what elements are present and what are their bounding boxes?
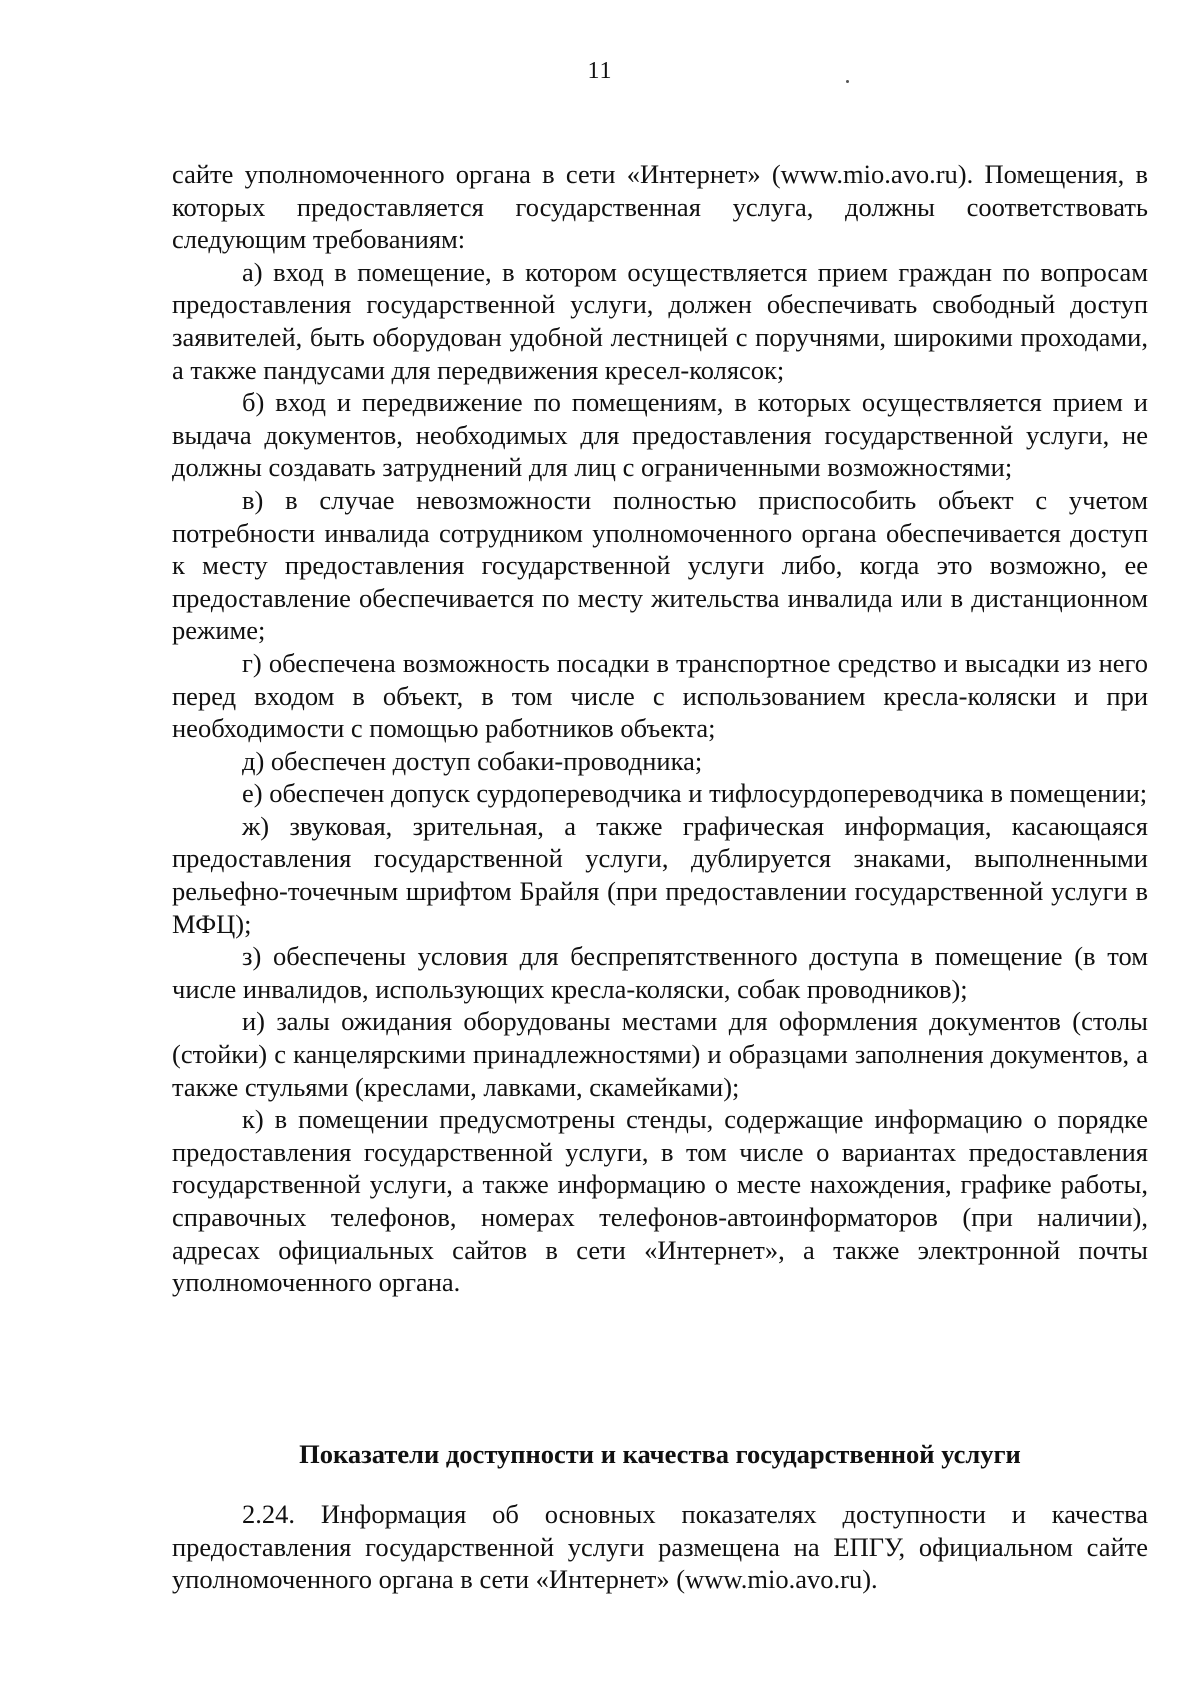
list-item-b: б) вход и передвижение по помещениям, в которых осуществляется прием и выдача документов, необходимых для предоставления государственной услуги, не должны создавать затруднений для лиц с ограниченными возможностями; — [172, 387, 1148, 483]
paragraph-2-24: 2.24. Информация об основных показателях доступности и качества предоставления государственной услуги размещена на ЕПГУ, официальном сайте уполномоченного органа в сети «Интернет» (www.mio.avo.ru). — [172, 1499, 1148, 1595]
section-body — [172, 1498, 1148, 1596]
list-item-z: з) обеспечены условия для беспрепятственного доступа в помещение (в том числе инвалидов, использующих кресла-коляски, собак проводников); — [172, 941, 1148, 1004]
scan-artifact-dot — [846, 80, 849, 83]
body-text — [172, 158, 1148, 1299]
list-item-zh: ж) звуковая, зрительная, а также графическая информация, касающаяся предоставления государственной услуги, дублируется знаками, выполненными рельефно-точечным шрифтом Брайля (при предоставлении государственной услуги в МФЦ); — [172, 810, 1148, 939]
list-item-e: е) обеспечен допуск сурдопереводчика и тифлосурдопереводчика в помещении; — [242, 778, 1148, 809]
section-heading: Показатели доступности и качества государственной услуги — [299, 1439, 1021, 1469]
list-item-v: в) в случае невозможности полностью приспособить объект с учетом потребности инвалида сотрудником уполномоченного органа обеспечивается доступ к месту предоставления государственной услуги либо, когда это возможно, ее предоставление обеспечивается по месту жительства инвалида или в дистанционном режиме; — [172, 484, 1148, 646]
list-item-i: и) залы ожидания оборудованы местами для оформления документов (столы (стойки) с канцелярскими принадлежностями) и образцами заполнения документов, а также стульями (креслами, лавками, скамейками); — [172, 1006, 1148, 1102]
page-number: 11 — [587, 58, 613, 84]
list-item-g: г) обеспечена возможность посадки в транспортное средство и высадки из него перед входом в объект, в том числе с использованием кресла-коляски и при необходимости с помощью работников объекта; — [172, 647, 1148, 744]
paragraph-intro: сайте уполномоченного органа в сети «Интернет» (www.mio.avo.ru). Помещения, в которых предоставляется государственная услуга, должны соответствовать следующим требованиям: — [172, 159, 1148, 255]
list-item-a: а) вход в помещение, в котором осуществляется прием граждан по вопросам предоставления государственной услуги, должен обеспечивать свободный доступ заявителей, быть оборудован удобной лестницей с поручнями, широкими проходами, а также пандусами для передвижения кресел-колясок; — [172, 256, 1148, 385]
list-item-d: д) обеспечен доступ собаки-проводника; — [242, 745, 703, 776]
list-item-k: к) в помещении предусмотрены стенды, содержащие информацию о порядке предоставления государственной услуги, в том числе о вариантах предоставления государственной услуги, а также информацию о месте нахождения, графике работы, справочных телефонов, номерах телефонов-автоинформаторов (при наличии), адресах официальных сайтов в сети «Интернет», а также электронной почты уполномоченного органа. — [172, 1104, 1148, 1298]
